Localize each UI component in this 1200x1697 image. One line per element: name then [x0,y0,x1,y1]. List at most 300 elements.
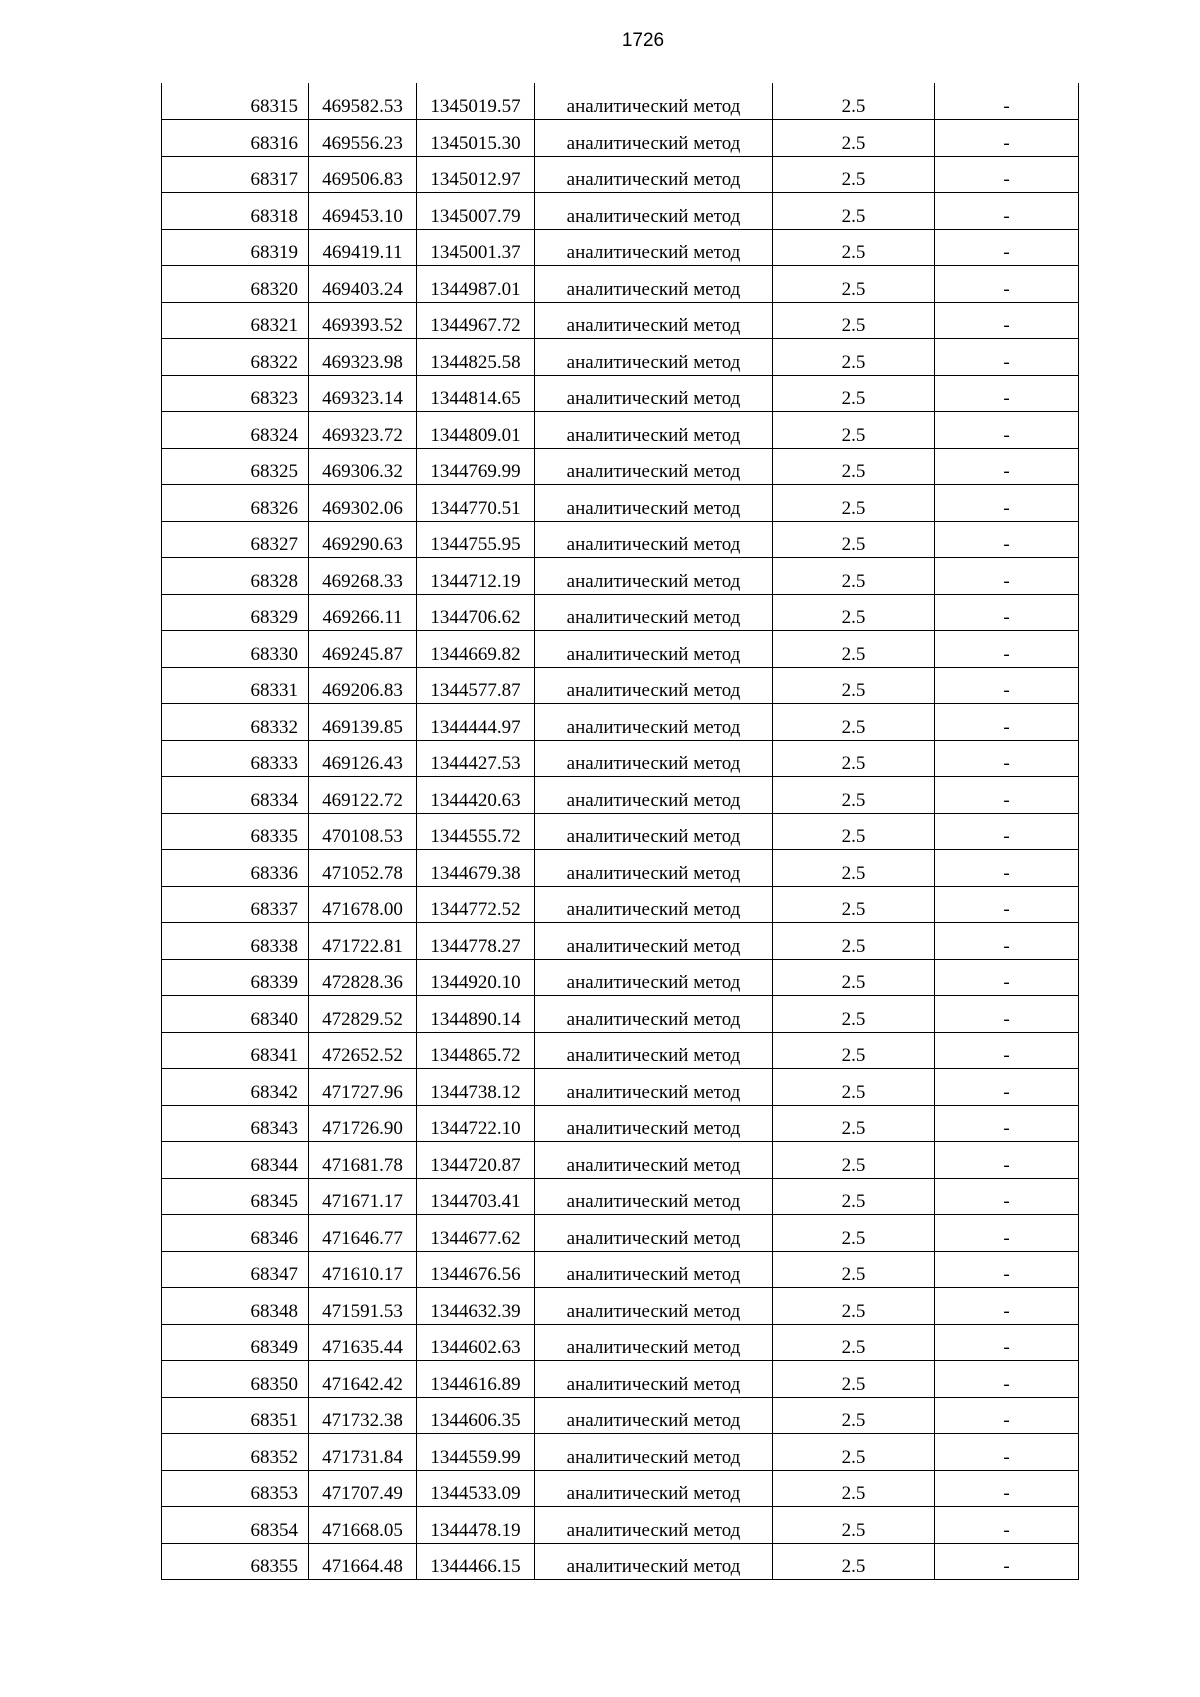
table-row [162,1434,1079,1471]
x-coordinate-cell [309,521,417,558]
method-cell-text: аналитический метод [566,242,741,263]
note-cell [935,1178,1079,1215]
method-cell-text: аналитический метод [566,1191,741,1212]
method-cell-text: аналитический метод [566,680,741,701]
x-coordinate-cell-text: 471731.84 [322,1446,403,1468]
method-cell-text: аналитический метод [566,205,741,227]
note-cell [935,1507,1079,1544]
accuracy-cell [773,302,935,339]
x-coordinate-cell-text: 469403.24 [322,278,403,300]
y-coordinate-cell-text: 1344769.99 [430,461,521,482]
accuracy-cell [773,923,935,960]
method-cell-text: аналитический метод [566,643,741,665]
note-cell [935,850,1079,887]
y-coordinate-cell-text: 1344720.87 [430,1154,521,1176]
point-number-cell [162,1215,309,1252]
x-coordinate-cell [309,1470,417,1507]
note-cell-text: - [1003,1446,1010,1468]
method-cell-text: аналитический метод [566,1300,741,1322]
table-row [162,996,1079,1033]
y-coordinate-cell [417,193,535,230]
table-row [162,302,1079,339]
method-cell [535,1543,773,1580]
point-number-cell [162,1178,309,1215]
method-cell [535,375,773,412]
method-cell [535,448,773,485]
x-coordinate-cell-text: 469245.87 [322,643,403,665]
accuracy-cell-text: 2.5 [841,351,866,373]
table-row [162,704,1079,741]
table-row [162,667,1079,704]
y-coordinate-cell [417,1105,535,1142]
note-cell-text: - [1003,1483,1010,1504]
note-cell [935,813,1079,850]
point-number-cell-text: 68336 [250,862,298,884]
y-coordinate-cell-text: 1344533.09 [430,1483,521,1504]
x-coordinate-cell [309,923,417,960]
accuracy-cell [773,850,935,887]
accuracy-cell [773,777,935,814]
x-coordinate-cell-text: 471642.42 [322,1373,403,1395]
method-cell-text: аналитический метод [566,1410,741,1431]
y-coordinate-cell-text: 1344420.63 [430,789,521,811]
note-cell-text: - [1003,607,1010,628]
point-number-cell-text: 68320 [250,278,298,300]
table-row [162,1507,1079,1544]
note-cell [935,1434,1079,1471]
method-cell [535,229,773,266]
x-coordinate-cell-text: 469453.10 [322,205,403,227]
point-number-cell-text: 68343 [250,1118,298,1139]
table-row [162,1142,1079,1179]
point-number-cell [162,412,309,449]
x-coordinate-cell-text: 469302.06 [322,497,403,519]
accuracy-cell-text: 2.5 [841,169,866,190]
x-coordinate-cell-text: 471668.05 [322,1519,403,1541]
accuracy-cell [773,1032,935,1069]
table-row [162,923,1079,960]
table-row [162,1543,1079,1580]
table-row [162,266,1079,303]
point-number-cell-text: 68339 [250,972,298,993]
method-cell [535,485,773,522]
point-number-cell [162,1324,309,1361]
y-coordinate-cell [417,777,535,814]
note-cell-text: - [1003,1227,1010,1249]
method-cell [535,704,773,741]
accuracy-cell-text: 2.5 [841,1264,866,1285]
y-coordinate-cell-text: 1345007.79 [430,205,521,227]
method-cell [535,1032,773,1069]
accuracy-cell-text: 2.5 [841,935,866,957]
y-coordinate-cell-text: 1344865.72 [430,1045,521,1066]
x-coordinate-cell [309,266,417,303]
method-cell [535,1361,773,1398]
x-coordinate-cell-text: 471671.17 [322,1191,403,1212]
accuracy-cell-text: 2.5 [841,862,866,884]
accuracy-cell-text: 2.5 [841,461,866,482]
table-row [162,1470,1079,1507]
note-cell [935,339,1079,376]
y-coordinate-cell-text: 1344778.27 [430,935,521,957]
note-cell [935,1105,1079,1142]
note-cell [935,1397,1079,1434]
y-coordinate-cell [417,1142,535,1179]
method-cell-text: аналитический метод [566,461,741,482]
note-cell [935,1215,1079,1252]
x-coordinate-cell-text: 470108.53 [322,826,403,847]
x-coordinate-cell [309,120,417,157]
x-coordinate-cell [309,667,417,704]
accuracy-cell [773,412,935,449]
point-number-cell-text: 68346 [250,1227,298,1249]
method-cell-text: аналитический метод [566,315,741,336]
y-coordinate-cell-text: 1344920.10 [430,972,521,993]
table-row [162,1215,1079,1252]
x-coordinate-cell-text: 469139.85 [322,716,403,738]
y-coordinate-cell-text: 1344427.53 [430,753,521,774]
method-cell-text: аналитический метод [566,1373,741,1395]
table-row [162,740,1079,777]
accuracy-cell-text: 2.5 [841,534,866,555]
method-cell-text: аналитический метод [566,132,741,154]
accuracy-cell [773,631,935,668]
method-cell-text: аналитический метод [566,826,741,847]
y-coordinate-cell-text: 1344677.62 [430,1227,521,1249]
point-number-cell-text: 68318 [250,205,298,227]
point-number-cell-text: 68341 [250,1045,298,1066]
y-coordinate-cell [417,412,535,449]
point-number-cell [162,375,309,412]
x-coordinate-cell-text: 471722.81 [322,935,403,957]
y-coordinate-cell-text: 1345012.97 [430,169,521,190]
point-number-cell [162,959,309,996]
y-coordinate-cell-text: 1344890.14 [430,1008,521,1030]
point-number-cell [162,229,309,266]
point-number-cell-text: 68353 [250,1483,298,1504]
x-coordinate-cell-text: 471732.38 [322,1410,403,1431]
accuracy-cell [773,594,935,631]
point-number-cell-text: 68338 [250,935,298,957]
method-cell-text: аналитический метод [566,1264,741,1285]
point-number-cell-text: 68345 [250,1191,298,1212]
y-coordinate-cell [417,266,535,303]
note-cell-text: - [1003,972,1010,993]
note-cell-text: - [1003,315,1010,336]
x-coordinate-cell-text: 471646.77 [322,1227,403,1249]
note-cell [935,740,1079,777]
method-cell-text: аналитический метод [566,1081,741,1103]
table-row [162,813,1079,850]
y-coordinate-cell [417,1397,535,1434]
table-row [162,959,1079,996]
x-coordinate-cell [309,886,417,923]
y-coordinate-cell [417,850,535,887]
table-row [162,1251,1079,1288]
point-number-cell [162,1251,309,1288]
point-number-cell-text: 68327 [250,534,298,555]
x-coordinate-cell [309,1361,417,1398]
method-cell-text: аналитический метод [566,169,741,190]
x-coordinate-cell [309,1105,417,1142]
note-cell [935,1361,1079,1398]
y-coordinate-cell-text: 1345001.37 [430,242,521,263]
point-number-cell-text: 68342 [250,1081,298,1103]
accuracy-cell-text: 2.5 [841,570,866,592]
note-cell-text: - [1003,1519,1010,1541]
y-coordinate-cell [417,1324,535,1361]
point-number-cell-text: 68329 [250,607,298,628]
note-cell [935,1470,1079,1507]
point-number-cell-text: 68323 [250,388,298,409]
accuracy-cell [773,704,935,741]
y-coordinate-cell-text: 1344825.58 [430,351,521,373]
y-coordinate-cell [417,521,535,558]
x-coordinate-cell [309,740,417,777]
y-coordinate-cell-text: 1344676.56 [430,1264,521,1285]
note-cell [935,1288,1079,1325]
point-number-cell-text: 68331 [250,680,298,701]
point-number-cell-text: 68334 [250,789,298,811]
x-coordinate-cell [309,339,417,376]
y-coordinate-cell [417,83,535,120]
note-cell-text: - [1003,1556,1010,1577]
y-coordinate-cell [417,1251,535,1288]
x-coordinate-cell [309,1397,417,1434]
method-cell [535,83,773,120]
method-cell [535,1251,773,1288]
y-coordinate-cell [417,996,535,1033]
accuracy-cell [773,1361,935,1398]
x-coordinate-cell-text: 471052.78 [322,862,403,884]
point-number-cell-text: 68354 [250,1519,298,1541]
x-coordinate-cell-text: 469582.53 [322,96,403,117]
note-cell-text: - [1003,1373,1010,1395]
method-cell-text: аналитический метод [566,497,741,519]
y-coordinate-cell-text: 1344722.10 [430,1118,521,1139]
y-coordinate-cell-text: 1344967.72 [430,315,521,336]
point-number-cell [162,777,309,814]
accuracy-cell [773,996,935,1033]
note-cell-text: - [1003,570,1010,592]
point-number-cell-text: 68326 [250,497,298,519]
point-number-cell [162,886,309,923]
x-coordinate-cell-text: 469206.83 [322,680,403,701]
method-cell-text: аналитический метод [566,1446,741,1468]
accuracy-cell-text: 2.5 [841,1227,866,1249]
x-coordinate-cell-text: 471635.44 [322,1337,403,1358]
x-coordinate-cell-text: 469126.43 [322,753,403,774]
note-cell [935,193,1079,230]
table-row [162,1397,1079,1434]
note-cell [935,996,1079,1033]
x-coordinate-cell-text: 471726.90 [322,1118,403,1139]
note-cell-text: - [1003,424,1010,446]
accuracy-cell [773,959,935,996]
y-coordinate-cell-text: 1344738.12 [430,1081,521,1103]
x-coordinate-cell-text: 472829.52 [322,1008,403,1030]
method-cell-text: аналитический метод [566,972,741,993]
point-number-cell [162,485,309,522]
note-cell [935,156,1079,193]
method-cell-text: аналитический метод [566,862,741,884]
point-number-cell [162,1507,309,1544]
note-cell-text: - [1003,351,1010,373]
method-cell [535,594,773,631]
x-coordinate-cell-text: 471664.48 [322,1556,403,1577]
method-cell-text: аналитический метод [566,1045,741,1066]
point-number-cell [162,631,309,668]
note-cell-text: - [1003,1191,1010,1212]
method-cell [535,740,773,777]
y-coordinate-cell [417,1507,535,1544]
accuracy-cell-text: 2.5 [841,1410,866,1431]
accuracy-cell [773,156,935,193]
point-number-cell [162,1142,309,1179]
point-number-cell-text: 68330 [250,643,298,665]
y-coordinate-cell-text: 1344669.82 [430,643,521,665]
accuracy-cell [773,1215,935,1252]
note-cell-text: - [1003,1337,1010,1358]
accuracy-cell-text: 2.5 [841,1373,866,1395]
method-cell [535,1288,773,1325]
accuracy-cell [773,193,935,230]
x-coordinate-cell [309,1434,417,1471]
table-row [162,631,1079,668]
table-row [162,1105,1079,1142]
point-number-cell-text: 68348 [250,1300,298,1322]
y-coordinate-cell [417,1069,535,1106]
point-number-cell [162,558,309,595]
method-cell-text: аналитический метод [566,1483,741,1504]
page-number: 1726 [621,30,665,51]
point-number-cell [162,1543,309,1580]
note-cell [935,412,1079,449]
y-coordinate-cell [417,1215,535,1252]
note-cell [935,631,1079,668]
table-row [162,120,1079,157]
method-cell [535,193,773,230]
point-number-cell [162,923,309,960]
point-number-cell [162,1032,309,1069]
y-coordinate-cell-text: 1344712.19 [430,570,521,592]
y-coordinate-cell [417,740,535,777]
accuracy-cell [773,1288,935,1325]
y-coordinate-cell-text: 1344814.65 [430,388,521,409]
x-coordinate-cell [309,1543,417,1580]
note-cell [935,704,1079,741]
accuracy-cell [773,1470,935,1507]
note-cell [935,1543,1079,1580]
accuracy-cell-text: 2.5 [841,972,866,993]
accuracy-cell-text: 2.5 [841,826,866,847]
x-coordinate-cell [309,704,417,741]
y-coordinate-cell-text: 1344478.19 [430,1519,521,1541]
method-cell [535,302,773,339]
coordinates-table [161,83,1079,1580]
note-cell [935,1142,1079,1179]
method-cell [535,996,773,1033]
accuracy-cell-text: 2.5 [841,680,866,701]
accuracy-cell [773,1324,935,1361]
x-coordinate-cell [309,777,417,814]
note-cell [935,521,1079,558]
x-coordinate-cell [309,631,417,668]
y-coordinate-cell [417,631,535,668]
table-row [162,448,1079,485]
note-cell-text: - [1003,205,1010,227]
x-coordinate-cell-text: 469323.14 [322,388,403,409]
note-cell-text: - [1003,1300,1010,1322]
x-coordinate-cell [309,485,417,522]
point-number-cell [162,850,309,887]
method-cell [535,1215,773,1252]
method-cell-text: аналитический метод [566,1337,741,1358]
point-number-cell [162,740,309,777]
point-number-cell-text: 68335 [250,826,298,847]
x-coordinate-cell-text: 469122.72 [322,789,403,811]
point-number-cell-text: 68337 [250,899,298,920]
point-number-cell [162,594,309,631]
point-number-cell-text: 68319 [250,242,298,263]
point-number-cell [162,83,309,120]
method-cell [535,1069,773,1106]
x-coordinate-cell [309,1251,417,1288]
point-number-cell-text: 68333 [250,753,298,774]
accuracy-cell-text: 2.5 [841,497,866,519]
point-number-cell [162,266,309,303]
method-cell [535,412,773,449]
point-number-cell-text: 68340 [250,1008,298,1030]
accuracy-cell-text: 2.5 [841,716,866,738]
method-cell-text: аналитический метод [566,388,741,409]
accuracy-cell [773,1507,935,1544]
method-cell [535,339,773,376]
y-coordinate-cell [417,1032,535,1069]
point-number-cell-text: 68316 [250,132,298,154]
y-coordinate-cell [417,1361,535,1398]
point-number-cell-text: 68332 [250,716,298,738]
y-coordinate-cell-text: 1344444.97 [430,716,521,738]
point-number-cell [162,448,309,485]
x-coordinate-cell [309,594,417,631]
method-cell [535,156,773,193]
x-coordinate-cell [309,229,417,266]
point-number-cell-text: 68328 [250,570,298,592]
method-cell-text: аналитический метод [566,753,741,774]
accuracy-cell-text: 2.5 [841,1118,866,1139]
y-coordinate-cell-text: 1344466.15 [430,1556,521,1577]
method-cell [535,1142,773,1179]
note-cell-text: - [1003,278,1010,300]
x-coordinate-cell [309,156,417,193]
method-cell-text: аналитический метод [566,96,741,117]
table-row [162,156,1079,193]
note-cell-text: - [1003,1410,1010,1431]
point-number-cell [162,1105,309,1142]
point-number-cell-text: 68350 [250,1373,298,1395]
x-coordinate-cell-text: 469306.32 [322,461,403,482]
table-row [162,558,1079,595]
x-coordinate-cell [309,302,417,339]
x-coordinate-cell-text: 471591.53 [322,1300,403,1322]
accuracy-cell-text: 2.5 [841,1081,866,1103]
method-cell [535,1324,773,1361]
point-number-cell-text: 68347 [250,1264,298,1285]
method-cell [535,120,773,157]
method-cell [535,1178,773,1215]
accuracy-cell-text: 2.5 [841,643,866,665]
